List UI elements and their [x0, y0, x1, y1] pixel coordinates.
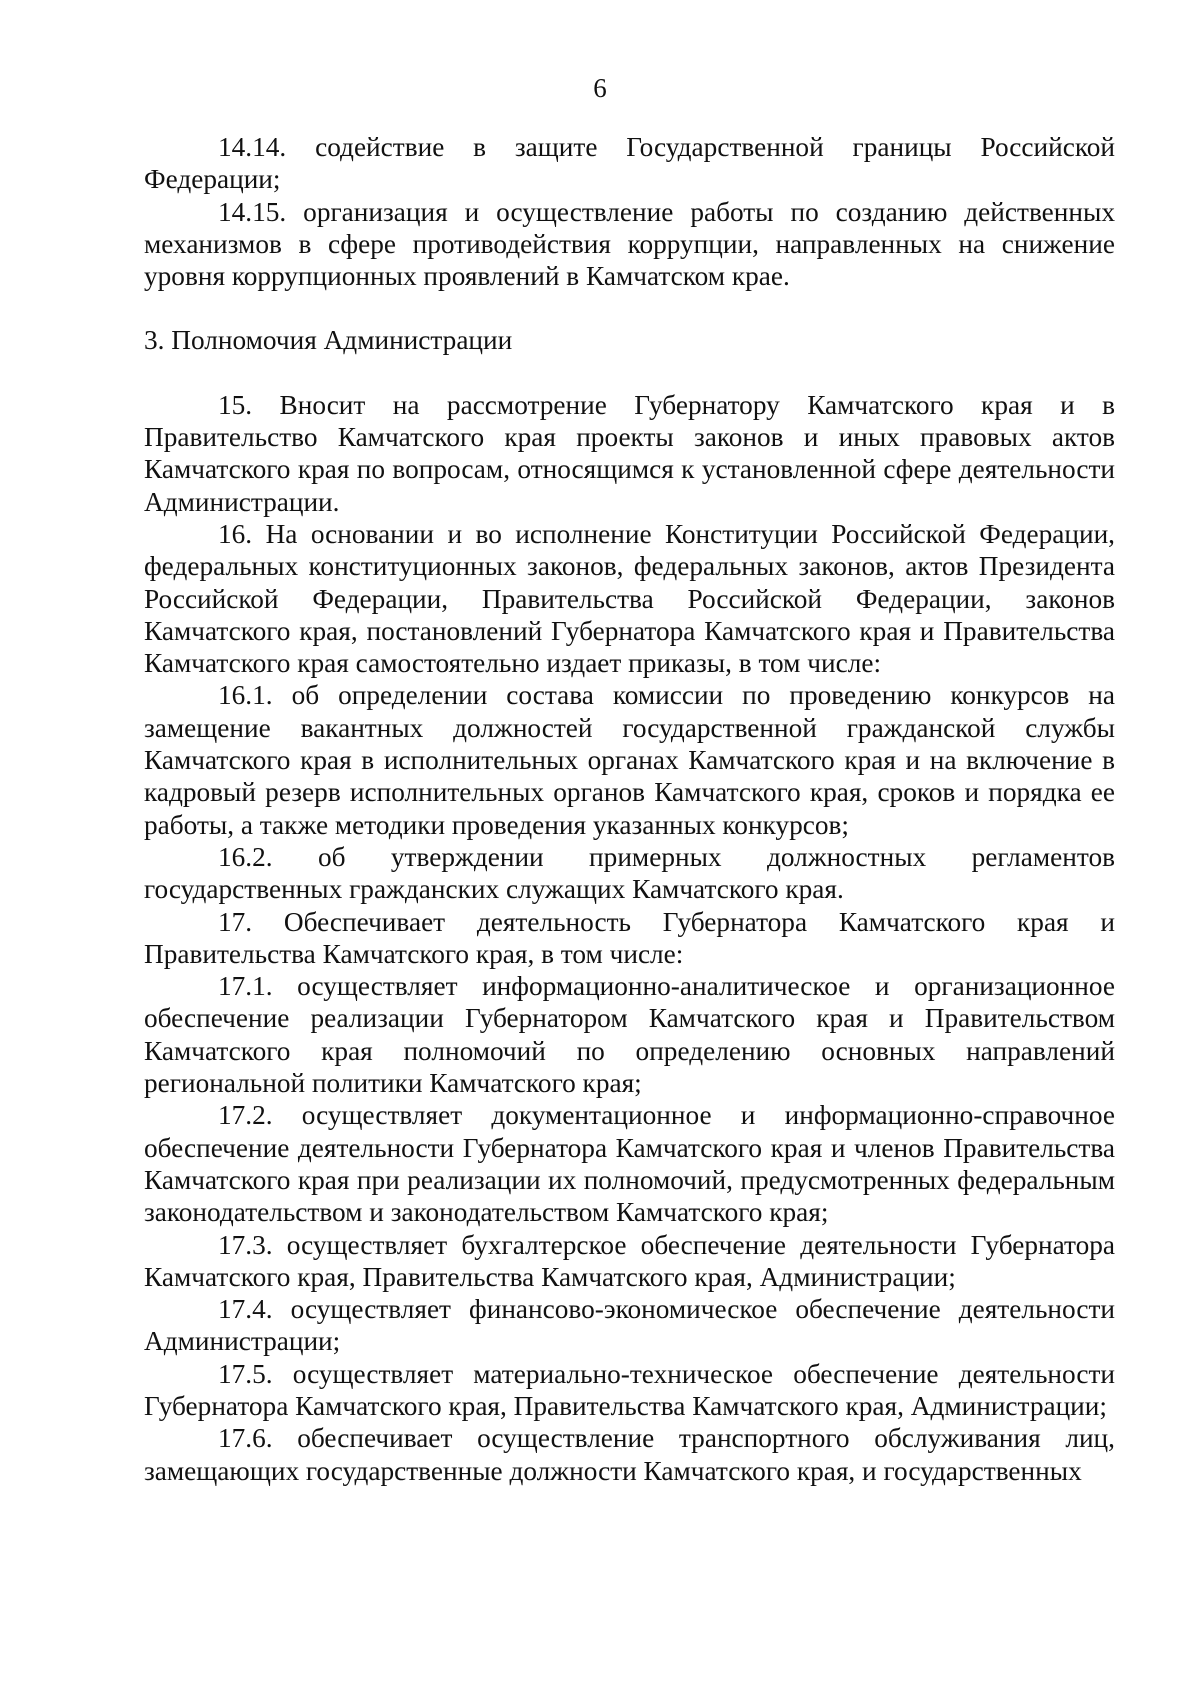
paragraph-14-14: 14.14. содействие в защите Государственной границы Российской Федерации;	[144, 132, 1115, 195]
paragraph-17-3: 17.3. осуществляет бухгалтерское обеспечение деятельности Губернатора Камчатского края, Правительства Камчатского края, Администрации;	[144, 1229, 1115, 1292]
paragraph-16: 16. На основании и во исполнение Конституции Российской Федерации, федеральных конституционных законов, федеральных законов, актов Президента Российской Федерации, Правительства Российской Федерации, законов Камчатского края, постановлений Губернатора Камчатского края и Правительства Камчатского края самостоятельно издает приказы, в том числе:	[144, 518, 1115, 679]
paragraph-15: 15. Вносит на рассмотрение Губернатору Камчатского края и в Правительство Камчатского края проекты законов и иных правовых актов Камчатского края по вопросам, относящимся к установленной сфере деятельности Администрации.	[144, 389, 1115, 517]
paragraph-16-2: 16.2. об утверждении примерных должностных регламентов государственных гражданских служащих Камчатского края.	[144, 841, 1115, 905]
page-number: 6	[593, 73, 607, 103]
paragraph-17-2: 17.2. осуществляет документационное и информационно-справочное обеспечение деятельности Губернатора Камчатского края и членов Правительства Камчатского края при реализации их полномочий, предусмотренных федеральным законодательством и законодательством Камчатского края;	[144, 1100, 1115, 1228]
paragraph-17-4: 17.4. осуществляет финансово-экономическое обеспечение деятельности Администрации;	[144, 1294, 1115, 1357]
section-heading: 3. Полномочия Администрации	[144, 325, 513, 356]
paragraph-17-1: 17.1. осуществляет информационно-аналитическое и организационное обеспечение реализации Губернатором Камчатского края и Правительством Камчатского края полномочий по определению основных направлений региональной политики Камчатского края;	[144, 971, 1115, 1099]
paragraph-17: 17. Обеспечивает деятельность Губернатора Камчатского края и Правительства Камчатского края, в том числе:	[144, 906, 1115, 969]
paragraph-14-15: 14.15. организация и осуществление работы по созданию действенных механизмов в сфере противодействия коррупции, направленных на снижение уровня коррупционных проявлений в Камчатском крае.	[144, 196, 1115, 292]
paragraph-17-6: 17.6. обеспечивает осуществление транспортного обслуживания лиц, замещающих государственные должности Камчатского края, и государственных	[144, 1423, 1115, 1486]
document-body	[144, 131, 1115, 1487]
paragraph-16-1: 16.1. об определении состава комиссии по проведению конкурсов на замещение вакантных должностей государственной гражданской службы Камчатского края в исполнительных органах Камчатского края и на включение в кадровый резерв исполнительных органов Камчатского края, сроков и порядка ее работы, а также методики проведения указанных конкурсов;	[144, 680, 1115, 840]
paragraph-17-5: 17.5. осуществляет материально-техническое обеспечение деятельности Губернатора Камчатского края, Правительства Камчатского края, Администрации;	[144, 1358, 1115, 1421]
